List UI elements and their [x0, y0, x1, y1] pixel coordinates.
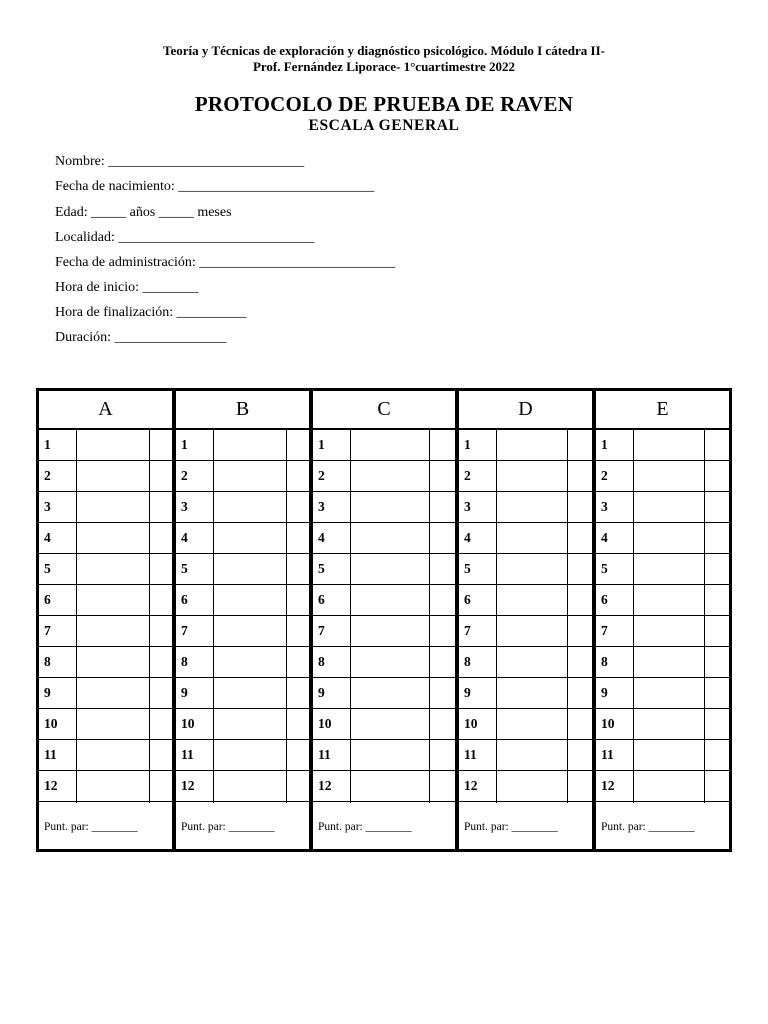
- item-number: 3: [318, 499, 325, 514]
- item-row: [176, 430, 309, 461]
- item-row: [459, 492, 592, 523]
- item-number: 1: [181, 437, 188, 452]
- field-localidad: Localidad: ____________________________: [55, 230, 315, 245]
- professor-header: Prof. Fernández Liporace- 1°cuartimestre 2022: [252, 59, 516, 74]
- item-number: 1: [601, 437, 608, 452]
- item-number: 12: [318, 778, 332, 793]
- item-number: 6: [464, 592, 471, 607]
- item-number: 9: [181, 685, 188, 700]
- item-number: 7: [44, 623, 51, 638]
- item-row: [459, 461, 592, 492]
- series-header: A: [39, 391, 172, 430]
- item-number: 9: [318, 685, 325, 700]
- item-number: 8: [601, 654, 608, 669]
- item-number: 3: [601, 499, 608, 514]
- item-row: [596, 430, 729, 461]
- item-row: [596, 771, 729, 802]
- item-row: [39, 492, 172, 523]
- item-number: 1: [44, 437, 51, 452]
- item-row: [313, 492, 455, 523]
- item-row: [596, 678, 729, 709]
- item-row: [313, 554, 455, 585]
- field-edad: Edad: _____ años _____ meses: [55, 205, 232, 220]
- partial-score-field: Punt. par: ________: [181, 821, 275, 833]
- item-row: [176, 740, 309, 771]
- item-row: [39, 771, 172, 802]
- item-row: [313, 523, 455, 554]
- item-number: 10: [318, 716, 332, 731]
- field-duracion: Duración: ________________: [55, 330, 227, 345]
- series-block-e: [593, 388, 732, 852]
- item-row: [459, 554, 592, 585]
- item-row: [39, 616, 172, 647]
- item-row: [39, 461, 172, 492]
- item-number: 4: [181, 530, 188, 545]
- item-row: [596, 616, 729, 647]
- item-row: [459, 771, 592, 802]
- item-row: [313, 430, 455, 461]
- item-number: 2: [464, 468, 471, 483]
- item-row: [313, 616, 455, 647]
- item-row: [39, 523, 172, 554]
- item-row: [596, 523, 729, 554]
- item-row: [39, 740, 172, 771]
- mark-column-divider: [567, 430, 568, 803]
- item-row: [39, 585, 172, 616]
- item-number: 6: [181, 592, 188, 607]
- series-header: E: [596, 391, 729, 430]
- item-row: [39, 430, 172, 461]
- item-number: 11: [181, 747, 194, 762]
- item-row: [313, 678, 455, 709]
- partial-score-field: Punt. par: ________: [601, 821, 695, 833]
- item-row: [459, 647, 592, 678]
- item-number: 2: [44, 468, 51, 483]
- item-row: [176, 709, 309, 740]
- item-number: 5: [464, 561, 471, 576]
- item-number: 12: [464, 778, 478, 793]
- item-row: [313, 461, 455, 492]
- item-row: [459, 430, 592, 461]
- series-block-a: [36, 388, 175, 852]
- item-number: 1: [464, 437, 471, 452]
- item-row: [313, 647, 455, 678]
- item-row: [313, 709, 455, 740]
- item-number: 6: [318, 592, 325, 607]
- item-number: 1: [318, 437, 325, 452]
- item-number: 10: [601, 716, 615, 731]
- item-number: 4: [601, 530, 608, 545]
- item-row: [596, 554, 729, 585]
- item-number: 9: [601, 685, 608, 700]
- item-number: 7: [464, 623, 471, 638]
- item-row: [176, 647, 309, 678]
- item-row: [459, 616, 592, 647]
- item-row: [176, 771, 309, 802]
- item-number: 10: [464, 716, 478, 731]
- item-row: [313, 740, 455, 771]
- item-number: 9: [44, 685, 51, 700]
- item-row: [596, 492, 729, 523]
- item-number: 5: [44, 561, 51, 576]
- series-header: D: [459, 391, 592, 430]
- field-hora-finalizacion: Hora de finalización: __________: [55, 305, 247, 320]
- item-number: 12: [44, 778, 58, 793]
- item-number: 11: [318, 747, 331, 762]
- item-row: [176, 554, 309, 585]
- item-row: [596, 585, 729, 616]
- item-number: 7: [601, 623, 608, 638]
- item-number: 6: [44, 592, 51, 607]
- item-number: 3: [181, 499, 188, 514]
- item-number: 11: [464, 747, 477, 762]
- item-row: [596, 647, 729, 678]
- mark-column-divider: [704, 430, 705, 803]
- item-row: [459, 740, 592, 771]
- field-hora-inicio: Hora de inicio: ________: [55, 280, 199, 295]
- item-row: [459, 709, 592, 740]
- series-block-b: [173, 388, 312, 852]
- answer-column-divider: [76, 430, 77, 803]
- partial-score-field: Punt. par: ________: [318, 821, 412, 833]
- item-row: [39, 678, 172, 709]
- item-number: 3: [44, 499, 51, 514]
- item-row: [596, 740, 729, 771]
- item-number: 8: [181, 654, 188, 669]
- answer-column-divider: [496, 430, 497, 803]
- course-header: Teoría y Técnicas de exploración y diagnóstico psicológico. Módulo I cátedra II-: [163, 43, 605, 58]
- item-row: [176, 523, 309, 554]
- item-row: [176, 461, 309, 492]
- item-number: 2: [601, 468, 608, 483]
- item-number: 5: [601, 561, 608, 576]
- answer-column-divider: [633, 430, 634, 803]
- item-row: [596, 461, 729, 492]
- item-number: 3: [464, 499, 471, 514]
- field-fecha-administracion: Fecha de administración: ____________________________: [55, 255, 396, 270]
- item-number: 8: [318, 654, 325, 669]
- mark-column-divider: [149, 430, 150, 803]
- item-row: [176, 616, 309, 647]
- item-number: 11: [601, 747, 614, 762]
- item-number: 9: [464, 685, 471, 700]
- item-row: [313, 585, 455, 616]
- partial-score-field: Punt. par: ________: [44, 821, 138, 833]
- item-number: 2: [181, 468, 188, 483]
- item-number: 12: [181, 778, 195, 793]
- item-row: [39, 554, 172, 585]
- item-row: [39, 709, 172, 740]
- item-row: [459, 678, 592, 709]
- item-number: 10: [181, 716, 195, 731]
- answer-grid: [36, 388, 732, 852]
- item-row: [176, 678, 309, 709]
- item-number: 10: [44, 716, 58, 731]
- answer-column-divider: [350, 430, 351, 803]
- mark-column-divider: [429, 430, 430, 803]
- field-fecha-nacimiento: Fecha de nacimiento: ____________________________: [55, 179, 375, 194]
- series-block-c: [310, 388, 458, 852]
- item-row: [313, 771, 455, 802]
- item-row: [459, 523, 592, 554]
- item-number: 8: [464, 654, 471, 669]
- page-title: PROTOCOLO DE PRUEBA DE RAVEN: [194, 92, 574, 116]
- item-number: 12: [601, 778, 615, 793]
- item-row: [459, 585, 592, 616]
- item-row: [176, 585, 309, 616]
- answer-column-divider: [213, 430, 214, 803]
- series-header: C: [313, 391, 455, 430]
- item-number: 5: [181, 561, 188, 576]
- mark-column-divider: [286, 430, 287, 803]
- item-number: 6: [601, 592, 608, 607]
- item-number: 4: [318, 530, 325, 545]
- series-header: B: [176, 391, 309, 430]
- series-block-d: [456, 388, 595, 852]
- item-number: 7: [318, 623, 325, 638]
- item-number: 2: [318, 468, 325, 483]
- item-row: [596, 709, 729, 740]
- partial-score-field: Punt. par: ________: [464, 821, 558, 833]
- field-nombre: Nombre: ____________________________: [55, 154, 305, 169]
- item-number: 8: [44, 654, 51, 669]
- page-subtitle: ESCALA GENERAL: [308, 117, 460, 134]
- item-number: 4: [464, 530, 471, 545]
- item-row: [39, 647, 172, 678]
- item-row: [176, 492, 309, 523]
- item-number: 5: [318, 561, 325, 576]
- item-number: 11: [44, 747, 57, 762]
- item-number: 4: [44, 530, 51, 545]
- item-number: 7: [181, 623, 188, 638]
